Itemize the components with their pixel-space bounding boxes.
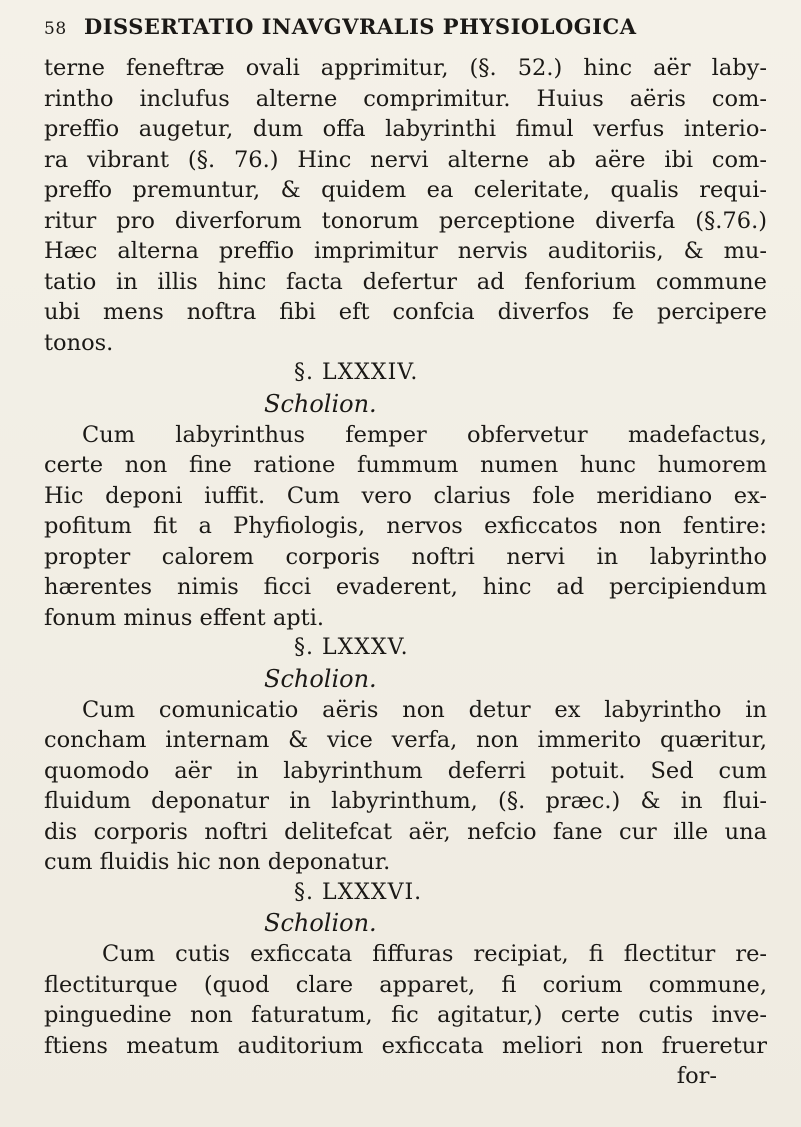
section-label: Scholion. [264,664,377,693]
text-line: cum fluidis hic non deponatur. [44,849,391,875]
text-line: hærentes nimis ficci evaderent, hinc ad percipiendum [44,574,767,600]
text-line: fonum minus effent apti. [44,604,325,631]
text-line: fluidum deponatur in labyrinthum, (§. præc.) & in flui- [44,788,767,814]
paragraph-2 [44,420,767,634]
text-line: Cum comunicatio aëris non detur ex labyrintho in [82,696,767,723]
text-line: Cum labyrinthus femper obfervetur madefactus, [82,421,767,448]
section-label: Scholion. [264,909,377,937]
paragraph-3 [44,695,767,878]
section-label: Scholion. [264,389,377,418]
section-number: §. LXXXVI. [294,879,423,905]
running-title: DISSERTATIO INAVGVRALIS PHYSIOLOGICA [84,14,637,39]
text-line: quomodo aër in labyrinthum deferri potuit. Sed cum [44,757,767,784]
text-line: dis corporis noftri delitefcat aër, nefcio fane cur ille una [44,818,767,845]
text-line: ftiens meatum auditorium exficcata meliori non frueretur [44,1032,767,1059]
page-number: 58 [44,19,67,39]
catchword: for- [676,1063,717,1089]
text-line: tonos. [44,329,114,356]
running-header [44,14,767,39]
text-line: Cum cutis exficcata fiffuras recipiat, fi flectitur re- [102,941,767,967]
section-number: §. LXXXV. [294,635,409,660]
text-line: ra vibrant (§. 76.) Hinc nervi alterne ab aëre ibi com- [44,146,767,173]
text-line: concham internam & vice verfa, non immerito quæritur, [44,727,767,753]
text-line: preffio augetur, dum offa labyrinthi fimul verfus interio- [44,116,767,142]
text-line: rintho inclufus alterne comprimitur. Huius aëris com- [44,85,767,112]
text-line: certe non fine ratione fummum numen hunc humorem [44,452,767,478]
text-line: pinguedine non faturatum, fic agitatur,) certe cutis inve- [44,1002,767,1028]
section-number: §. LXXXIV. [294,360,419,385]
text-line: ubi mens noftra fibi eft confcia diverfos fe percipere [44,299,767,325]
paragraph-4 [44,939,767,1061]
text-line: tatio in illis hinc facta defertur ad fenforium commune [44,268,767,295]
text-line: Hæc alterna preffio imprimitur nervis auditoriis, & mu- [44,238,767,264]
paragraph-1 [44,53,767,358]
text-line: preffo premuntur, & quidem ea celeritate, qualis requi- [44,177,767,203]
text-line: Hic deponi iuffit. Cum vero clarius fole meridiano ex- [44,482,767,509]
text-line: propter calorem corporis noftri nervi in labyrintho [44,543,767,570]
text-line: terne feneftræ ovali apprimitur, (§. 52.) hinc aër laby- [44,55,767,81]
text-line: ritur pro diverforum tonorum perceptione diverfa (§.76.) [44,207,767,234]
text-line: pofitum fit a Phyfiologis, nervos exficcatos non fentire: [44,513,767,539]
text-line: flectiturque (quod clare apparet, fi corium commune, [44,971,767,998]
